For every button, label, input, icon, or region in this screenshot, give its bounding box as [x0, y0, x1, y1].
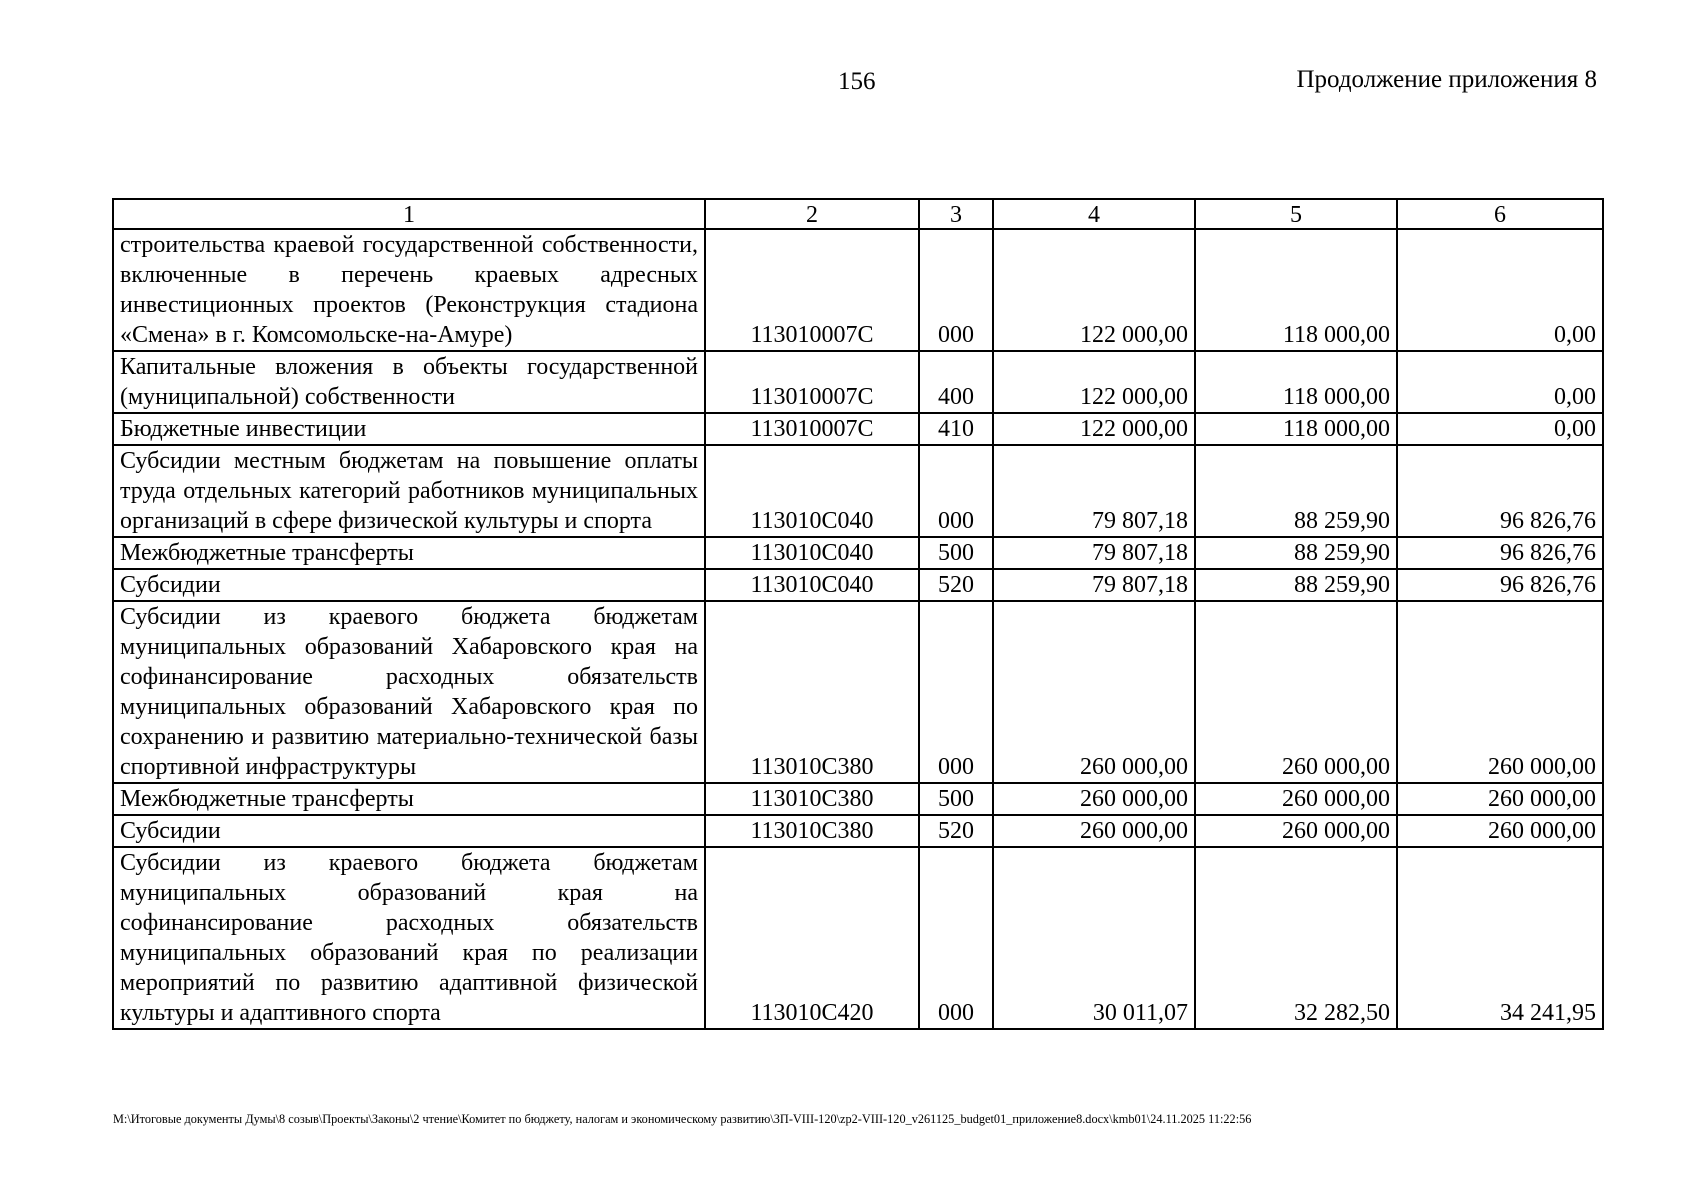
row-expense-type: 000 [919, 229, 993, 351]
row-name: Капитальные вложения в объекты государственной (муниципальной) собственности [113, 351, 705, 413]
row-value-4: 30 011,07 [993, 847, 1195, 1029]
row-value-5: 260 000,00 [1195, 815, 1397, 847]
row-code: 113010С380 [705, 783, 919, 815]
row-value-5: 118 000,00 [1195, 413, 1397, 445]
row-expense-type: 520 [919, 815, 993, 847]
row-value-5: 118 000,00 [1195, 229, 1397, 351]
table-row [113, 351, 1603, 413]
row-value-4: 79 807,18 [993, 569, 1195, 601]
row-value-4: 122 000,00 [993, 413, 1195, 445]
row-name: Бюджетные инвестиции [113, 413, 705, 445]
page-number: 156 [838, 68, 876, 95]
row-value-6: 0,00 [1397, 229, 1603, 351]
row-name: Субсидии из краевого бюджета бюджетам муниципальных образований края на софинансирование расходных обязательств муниципальных образований края по реализации мероприятий по развитию адаптивной физической культуры и адаптивного спорта [113, 847, 705, 1029]
table-header-row [113, 199, 1603, 229]
row-value-6: 260 000,00 [1397, 783, 1603, 815]
row-value-6: 96 826,76 [1397, 445, 1603, 537]
table-row [113, 413, 1603, 445]
file-path-footer: M:\Итоговые документы Думы\8 созыв\Проекты\Законы\2 чтение\Комитет по бюджету, налогам и экономическому развитию\ЗП-VIII-120\zp2-VIII-120_v261125_budget01_приложение8.docx\kmb01\24.11.2025 11:22:56 [113, 1112, 1252, 1126]
row-code: 113010007С [705, 413, 919, 445]
row-value-5: 118 000,00 [1195, 351, 1397, 413]
column-header-2: 2 [705, 199, 919, 229]
continuation-label: Продолжение приложения 8 [1296, 66, 1597, 93]
row-name: Субсидии [113, 569, 705, 601]
row-value-4: 260 000,00 [993, 815, 1195, 847]
column-header-6: 6 [1397, 199, 1603, 229]
row-code: 113010007С [705, 229, 919, 351]
row-code: 113010007С [705, 351, 919, 413]
table-row [113, 229, 1603, 351]
row-value-6: 96 826,76 [1397, 569, 1603, 601]
row-name: Субсидии местным бюджетам на повышение оплаты труда отдельных категорий работников муниципальных организаций в сфере физической культуры и спорта [113, 445, 705, 537]
row-expense-type: 500 [919, 783, 993, 815]
row-expense-type: 000 [919, 847, 993, 1029]
row-value-5: 88 259,90 [1195, 537, 1397, 569]
row-code: 113010С040 [705, 445, 919, 537]
row-expense-type: 500 [919, 537, 993, 569]
row-value-5: 260 000,00 [1195, 601, 1397, 783]
budget-table [112, 198, 1604, 1030]
row-expense-type: 000 [919, 601, 993, 783]
row-code: 113010С040 [705, 569, 919, 601]
table-row [113, 601, 1603, 783]
column-header-3: 3 [919, 199, 993, 229]
row-value-6: 34 241,95 [1397, 847, 1603, 1029]
row-name: Субсидии [113, 815, 705, 847]
row-value-6: 0,00 [1397, 351, 1603, 413]
row-value-6: 260 000,00 [1397, 815, 1603, 847]
row-value-5: 88 259,90 [1195, 445, 1397, 537]
row-code: 113010С380 [705, 601, 919, 783]
row-expense-type: 410 [919, 413, 993, 445]
row-name: Межбюджетные трансферты [113, 537, 705, 569]
row-name: Межбюджетные трансферты [113, 783, 705, 815]
column-header-4: 4 [993, 199, 1195, 229]
table-row [113, 847, 1603, 1029]
table-row [113, 569, 1603, 601]
row-expense-type: 520 [919, 569, 993, 601]
row-value-6: 0,00 [1397, 413, 1603, 445]
table-row [113, 783, 1603, 815]
row-name: Субсидии из краевого бюджета бюджетам муниципальных образований Хабаровского края на софинансирование расходных обязательств муниципальных образований Хабаровского края по сохранению и развитию материально-технической базы спортивной инфраструктуры [113, 601, 705, 783]
row-code: 113010С380 [705, 815, 919, 847]
row-value-4: 79 807,18 [993, 537, 1195, 569]
row-value-4: 122 000,00 [993, 229, 1195, 351]
row-value-5: 88 259,90 [1195, 569, 1397, 601]
row-name: строительства краевой государственной собственности, включенные в перечень краевых адресных инвестиционных проектов (Реконструкция стадиона «Смена» в г. Комсомольске-на-Амуре) [113, 229, 705, 351]
column-header-1: 1 [113, 199, 705, 229]
table-row [113, 537, 1603, 569]
row-value-6: 260 000,00 [1397, 601, 1603, 783]
row-value-4: 260 000,00 [993, 601, 1195, 783]
table-row [113, 815, 1603, 847]
row-code: 113010С040 [705, 537, 919, 569]
row-value-4: 122 000,00 [993, 351, 1195, 413]
row-expense-type: 000 [919, 445, 993, 537]
row-value-5: 260 000,00 [1195, 783, 1397, 815]
row-value-4: 260 000,00 [993, 783, 1195, 815]
row-value-5: 32 282,50 [1195, 847, 1397, 1029]
row-expense-type: 400 [919, 351, 993, 413]
row-value-4: 79 807,18 [993, 445, 1195, 537]
row-code: 113010С420 [705, 847, 919, 1029]
table-row [113, 445, 1603, 537]
column-header-5: 5 [1195, 199, 1397, 229]
row-value-6: 96 826,76 [1397, 537, 1603, 569]
